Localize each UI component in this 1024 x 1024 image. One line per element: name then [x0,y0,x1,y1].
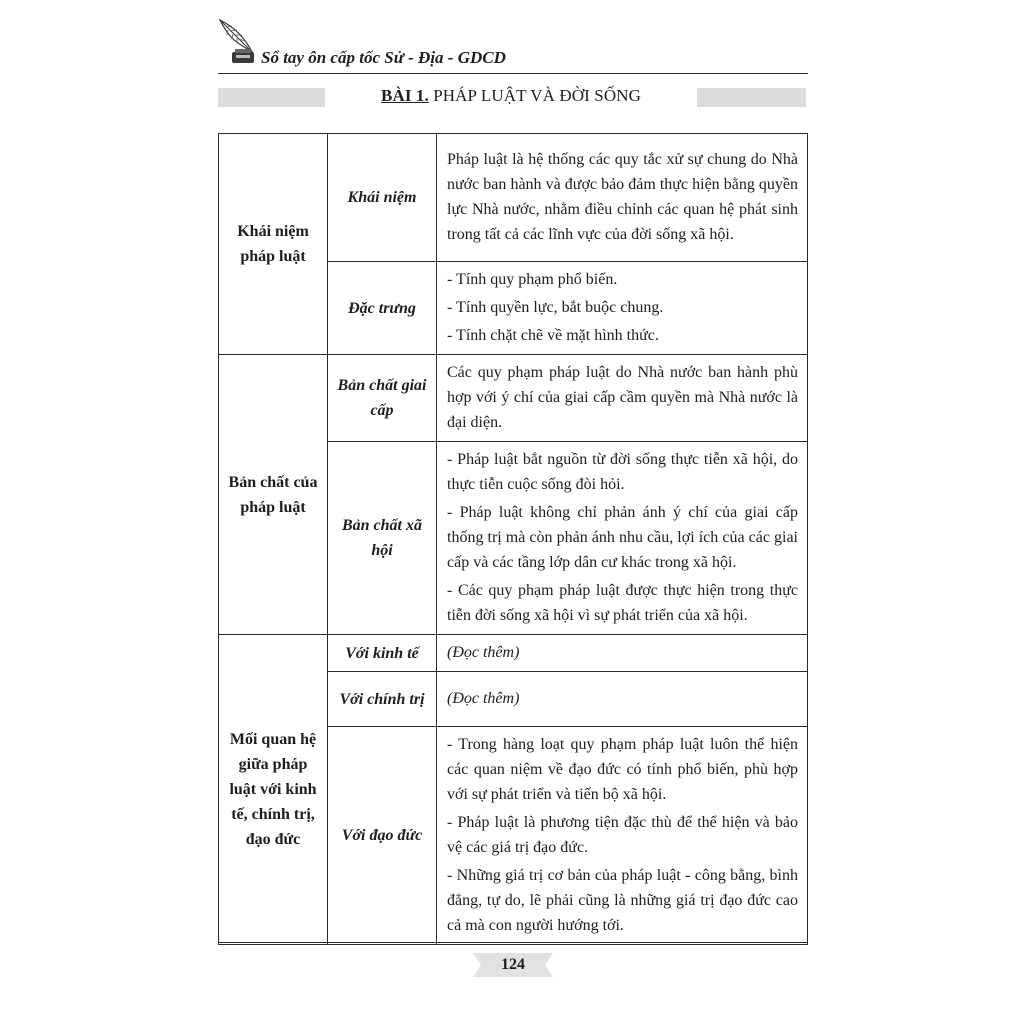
content-line: - Các quy phạm pháp luật được thực hiện trong thực tiễn đời sống xã hội vì sự phát triển của xã hội. [447,582,798,624]
content-line: (Đọc thêm) [447,690,520,707]
book-title: Sổ tay ôn cấp tốc Sử - Địa - GDCD [261,48,506,67]
content-cell [437,635,808,672]
table-row [219,355,808,442]
content-cell [437,442,808,635]
content-line: - Pháp luật không chỉ phản ánh ý chí của giai cấp thống trị mà còn phản ánh nhu cầu, lợi ích của các giai cấp và các tầng lớp dân cư khác trong xã hội. [447,504,798,571]
subcategory-cell: Bản chất giai cấp [328,355,437,442]
content-line: - Tính quy phạm phổ biến. [447,271,618,288]
content-line: (Đọc thêm) [447,644,520,661]
category-cell: Mối quan hệ giữa pháp luật với kinh tế, chính trị, đạo đức [219,635,328,945]
subcategory-cell: Với đạo đức [328,727,437,945]
header-divider [218,73,808,74]
content-line: - Tính quyền lực, bắt buộc chung. [447,299,664,316]
lesson-name: PHÁP LUẬT VÀ ĐỜI SỐNG [433,86,641,105]
page-number: 124 [501,956,525,973]
table-row [219,635,808,672]
lesson-number: BÀI 1. [381,86,429,105]
content-cell [437,355,808,442]
subcategory-cell: Với kinh tế [328,635,437,672]
title-band-right [697,88,806,107]
content-line: - Trong hàng loạt quy phạm pháp luật luôn thể hiện các quan niệm về đạo đức có tính phổ biến, phù hợp với sự phát triển và tiến bộ xã hội. [447,736,798,803]
content-line: - Tính chặt chẽ về mặt hình thức. [447,327,659,344]
content-line: - Pháp luật bắt nguồn từ đời sống thực tiễn xã hội, do thực tiễn cuộc sống đòi hỏi. [447,451,798,493]
content-cell [437,134,808,262]
subcategory-cell: Với chính trị [328,672,437,727]
content-cell [437,672,808,727]
table-row [219,134,808,262]
content-line: - Những giá trị cơ bản của pháp luật - công bằng, bình đẳng, tự do, lẽ phải cũng là những giá trị đạo đức cao cả mà con người hướng tới. [447,867,798,934]
category-cell: Khái niệm pháp luật [219,134,328,355]
footer-divider [218,942,808,943]
subcategory-cell: Khái niệm [328,134,437,262]
subcategory-cell: Đặc trưng [328,262,437,355]
content-line: - Pháp luật là phương tiện đặc thù để thể hiện và bảo vệ các giá trị đạo đức. [447,814,798,856]
content-line: Pháp luật là hệ thống các quy tắc xử sự chung do Nhà nước ban hành và được bảo đảm thực hiện bằng quyền lực Nhà nước, nhằm điều chỉnh các quan hệ phát sinh trong tất cả các lĩnh vực của đời sống xã hội. [447,151,798,243]
title-band-left [218,88,325,107]
content-line: Các quy phạm pháp luật do Nhà nước ban hành phù hợp với ý chí của giai cấp cầm quyền mà Nhà nước là đại diện. [447,364,798,431]
category-cell: Bản chất của pháp luật [219,355,328,635]
quill-inkpot-icon [218,18,262,68]
page-header [218,18,808,76]
content-cell [437,727,808,945]
summary-table [218,133,808,945]
lesson-title [325,86,697,106]
content-cell [437,262,808,355]
subcategory-cell: Bản chất xã hội [328,442,437,635]
